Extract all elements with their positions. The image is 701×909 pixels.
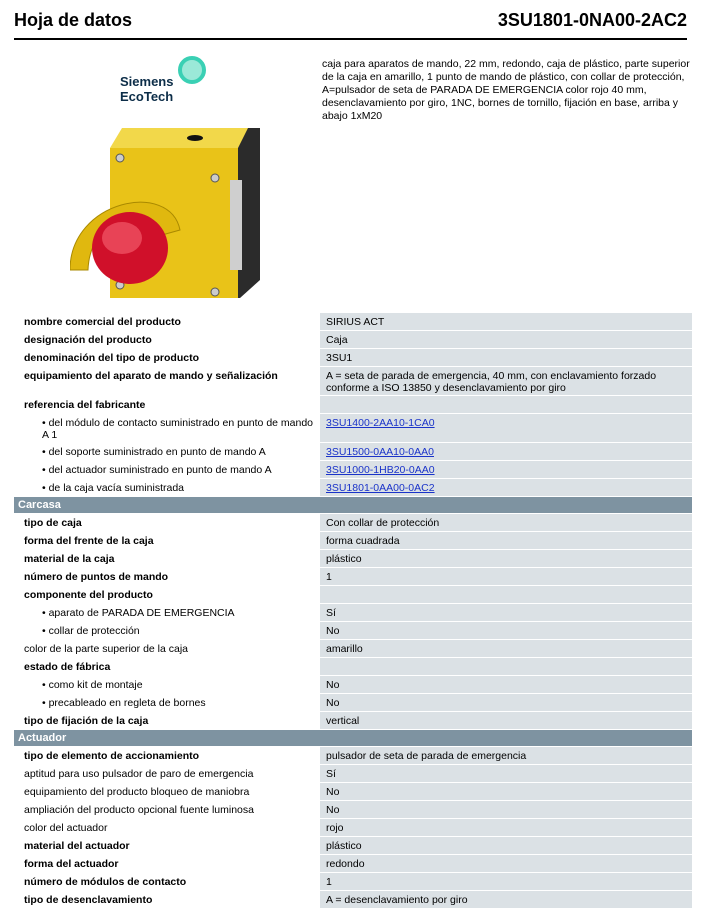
product-image — [70, 120, 270, 310]
row-label: tipo de elemento de accionamiento — [14, 747, 320, 764]
product-description: caja para aparatos de mando, 22 mm, redondo, caja de plástico, parte superior de la caja en amarillo, 1 punto de mando de plástico, con collar de protección, A=pulsador de seta de PARADA DE EMERGENCIA color rojo 40 mm, desenclavamiento por giro, 1NC, bornes de tornillo, fijación en base, arriba y abajo 1xM20 — [322, 58, 690, 122]
row-label: designación del producto — [14, 331, 320, 348]
table-row — [14, 819, 692, 837]
section-header-actuador: Actuador — [14, 730, 692, 747]
row-label: estado de fábrica — [14, 658, 320, 675]
row-value: Con collar de protección — [320, 514, 692, 531]
row-label: equipamiento del aparato de mando y señalización — [14, 367, 320, 395]
row-value: vertical — [320, 712, 692, 729]
table-row — [14, 765, 692, 783]
row-value — [320, 443, 692, 460]
table-row — [14, 461, 692, 479]
row-value: No — [320, 622, 692, 639]
row-label: color del actuador — [14, 819, 320, 836]
row-value — [320, 479, 692, 496]
order-link[interactable]: 3SU1801-0AA00-0AC2 — [326, 482, 435, 494]
row-value: pulsador de seta de parada de emergencia — [320, 747, 692, 764]
product-code: 3SU1801-0NA00-2AC2 — [497, 10, 687, 30]
table-row — [14, 568, 692, 586]
row-value: No — [320, 676, 692, 693]
row-label: nombre comercial del producto — [14, 313, 320, 330]
table-row — [14, 514, 692, 532]
row-label: forma del actuador — [14, 855, 320, 872]
table-row — [14, 479, 692, 497]
logo — [120, 74, 173, 104]
table-row — [14, 801, 692, 819]
table-row — [14, 891, 692, 909]
table-row — [14, 855, 692, 873]
page-title: Hoja de datos — [14, 10, 133, 30]
header-rule — [14, 38, 687, 40]
table-row — [14, 586, 692, 604]
table-row — [14, 712, 692, 730]
table-row — [14, 622, 692, 640]
row-label: • de la caja vacía suministrada — [14, 479, 320, 496]
row-value — [320, 586, 692, 603]
row-value: No — [320, 801, 692, 818]
row-label: color de la parte superior de la caja — [14, 640, 320, 657]
table-row — [14, 640, 692, 658]
row-value: plástico — [320, 837, 692, 854]
row-label: tipo de caja — [14, 514, 320, 531]
row-label: forma del frente de la caja — [14, 532, 320, 549]
row-value: Sí — [320, 765, 692, 782]
table-row — [14, 873, 692, 891]
row-value — [320, 396, 692, 413]
row-value: amarillo — [320, 640, 692, 657]
row-label: equipamiento del producto bloqueo de maniobra — [14, 783, 320, 800]
table-row — [14, 747, 692, 765]
table-row — [14, 313, 692, 331]
table-row — [14, 367, 692, 396]
spec-table — [14, 313, 692, 909]
row-label: • como kit de montaje — [14, 676, 320, 693]
table-row — [14, 331, 692, 349]
order-link[interactable]: 3SU1500-0AA10-0AA0 — [326, 446, 434, 458]
order-link[interactable]: 3SU1400-2AA10-1CA0 — [326, 417, 435, 429]
row-value — [320, 414, 692, 442]
row-value: redondo — [320, 855, 692, 872]
logo-line-1: Siemens — [120, 74, 174, 89]
row-label: ampliación del producto opcional fuente luminosa — [14, 801, 320, 818]
row-label: • del soporte suministrado en punto de mando A — [14, 443, 320, 460]
row-value: 1 — [320, 568, 692, 585]
row-label: • del módulo de contacto suministrado en punto de mando A 1 — [14, 414, 320, 442]
row-label: material del actuador — [14, 837, 320, 854]
order-link[interactable]: 3SU1000-1HB20-0AA0 — [326, 464, 435, 476]
row-label: componente del producto — [14, 586, 320, 603]
table-row — [14, 783, 692, 801]
row-label: número de módulos de contacto — [14, 873, 320, 890]
row-value: No — [320, 783, 692, 800]
row-label: tipo de desenclavamiento — [14, 891, 320, 908]
row-label: • collar de protección — [14, 622, 320, 639]
row-label: denominación del tipo de producto — [14, 349, 320, 366]
row-value: plástico — [320, 550, 692, 567]
table-row — [14, 532, 692, 550]
row-label: referencia del fabricante — [14, 396, 320, 413]
table-row — [14, 414, 692, 443]
row-label: aptitud para uso pulsador de paro de emergencia — [14, 765, 320, 782]
row-label: • aparato de PARADA DE EMERGENCIA — [14, 604, 320, 621]
table-row — [14, 837, 692, 855]
row-value — [320, 658, 692, 675]
row-value: Sí — [320, 604, 692, 621]
logo-line-2: EcoTech — [120, 89, 174, 104]
logo-ring-icon — [178, 56, 206, 84]
row-label: • del actuador suministrado en punto de mando A — [14, 461, 320, 478]
row-value: rojo — [320, 819, 692, 836]
table-row — [14, 694, 692, 712]
row-value — [320, 461, 692, 478]
table-row — [14, 550, 692, 568]
row-value: A = seta de parada de emergencia, 40 mm, con enclavamiento forzado conforme a ISO 13850 y desenclavamiento por giro — [320, 367, 692, 395]
row-value: 3SU1 — [320, 349, 692, 366]
row-label: número de puntos de mando — [14, 568, 320, 585]
table-row — [14, 396, 692, 414]
table-row — [14, 604, 692, 622]
row-value: No — [320, 694, 692, 711]
table-row — [14, 443, 692, 461]
row-value: SIRIUS ACT — [320, 313, 692, 330]
row-label: • precableado en regleta de bornes — [14, 694, 320, 711]
section-header-carcasa: Carcasa — [14, 497, 692, 514]
table-row — [14, 676, 692, 694]
row-label: tipo de fijación de la caja — [14, 712, 320, 729]
row-value: A = desenclavamiento por giro — [320, 891, 692, 908]
table-row — [14, 349, 692, 367]
row-value: forma cuadrada — [320, 532, 692, 549]
row-value: Caja — [320, 331, 692, 348]
row-label: material de la caja — [14, 550, 320, 567]
row-value: 1 — [320, 873, 692, 890]
table-row — [14, 658, 692, 676]
